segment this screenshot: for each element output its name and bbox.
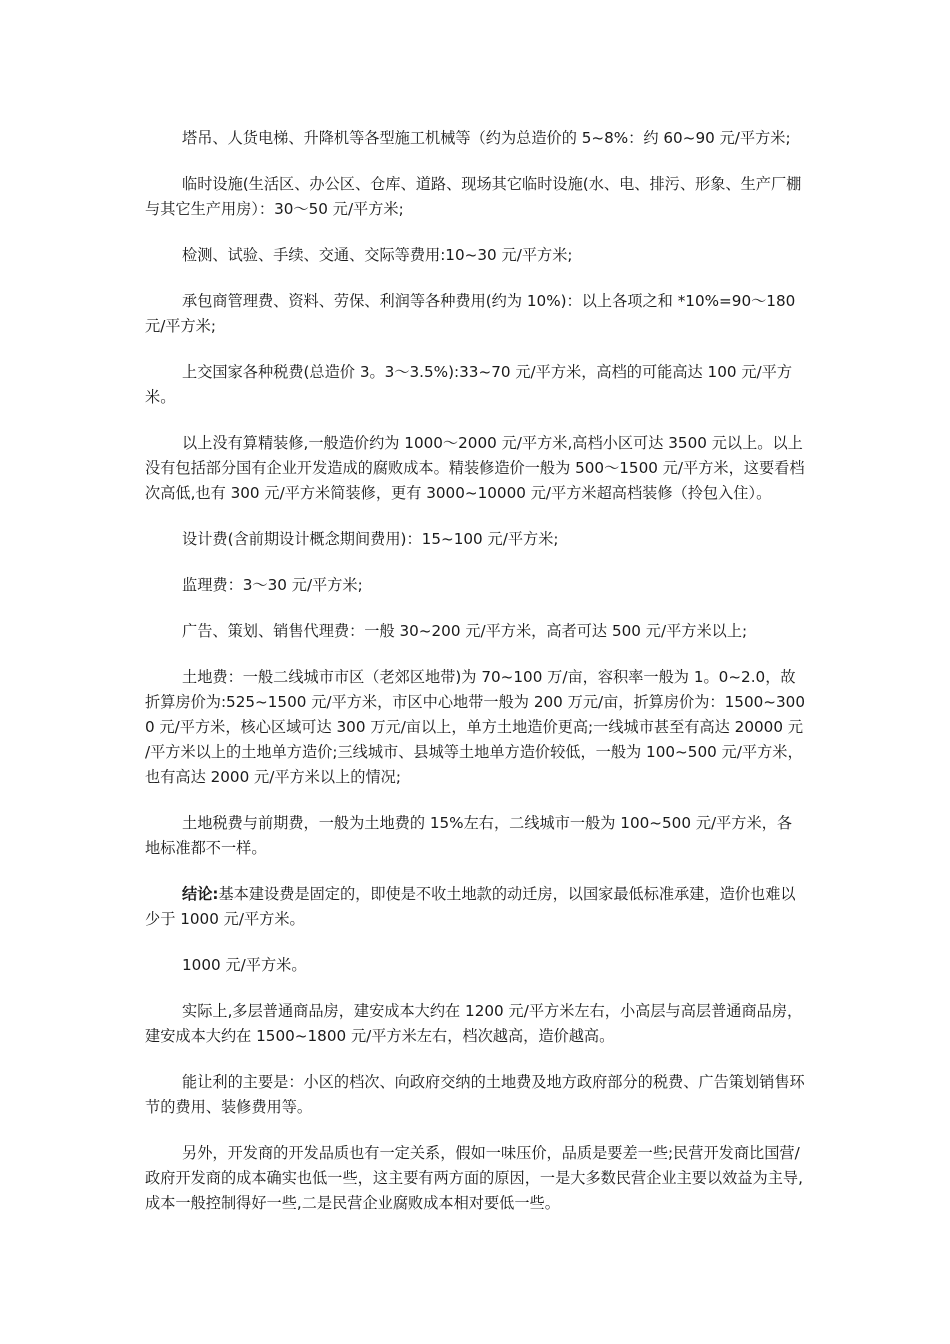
paragraph-land-tax: 土地税费与前期费，一般为土地费的 15%左右，二线城市一般为 100~500 元/平方米，各地标准都不一样。 bbox=[145, 814, 793, 857]
paragraph-minimum-cost: 1000 元/平方米。 bbox=[182, 956, 307, 974]
paragraph-concession-items: 能让利的主要是：小区的档次、向政府交纳的土地费及地方政府部分的税费、广告策划销售环节的费用、装修费用等。 bbox=[145, 1073, 805, 1116]
conclusion-text: 基本建设费是固定的，即使是不收土地款的动迁房，以国家最低标准承建，造价也难以少于 1000 元/平方米。 bbox=[145, 885, 796, 928]
paragraph-advertising-fee: 广告、策划、销售代理费：一般 30~200 元/平方米，高者可达 500 元/平方米以上; bbox=[182, 622, 748, 640]
document-page bbox=[145, 126, 805, 1237]
paragraph-taxes: 上交国家各种税费(总造价 3。3～3.5%):33~70 元/平方米，高档的可能高达 100 元/平方米。 bbox=[145, 363, 793, 406]
paragraph-conclusion bbox=[145, 882, 805, 932]
paragraph-temporary-facilities: 临时设施(生活区、办公区、仓库、道路、现场其它临时设施(水、电、排污、形象、生产厂棚与其它生产用房）：30～50 元/平方米; bbox=[145, 175, 802, 218]
paragraph-contractor-management: 承包商管理费、资料、劳保、利润等各种费用(约为 10%)：以上各项之和 *10%=90～180 元/平方米; bbox=[145, 292, 796, 335]
paragraph-decoration-cost: 以上没有算精装修,一般造价约为 1000～2000 元/平方米,高档小区可达 3500 元以上。以上没有包括部分国有企业开发造成的腐败成本。精装修造价一般为 500～1500 元/平方米，这要看档次高低,也有 300 元/平方米简装修，更有 3000~10000 元/平方米超高档装修（拎包入住）。 bbox=[145, 434, 805, 502]
paragraph-developer-quality: 另外，开发商的开发品质也有一定关系，假如一味压价，品质是要差一些;民营开发商比国营/政府开发商的成本确实也低一些，这主要有两方面的原因，一是大多数民营企业主要以效益为主导,成本一般控制得好一些,二是民营企业腐败成本相对要低一些。 bbox=[145, 1144, 803, 1212]
paragraph-design-fee: 设计费(含前期设计概念期间费用)：15~100 元/平方米; bbox=[182, 530, 559, 548]
paragraph-land-fee: 土地费：一般二线城市市区（老郊区地带)为 70~100 万/亩，容积率一般为 1。0~2.0，故折算房价为:525~1500 元/平方米，市区中心地带一般为 200 万元/亩，折算房价为：1500~3000 元/平方米，核心区域可达 300 万元/亩以上，单方土地造价更高;一线城市甚至有高达 20000 元/平方米以上的土地单方造价;三线城市、县城等土地单方造价较低，一般为 100~500 元/平方米，也有高达 2000 元/平方米以上的情况; bbox=[145, 668, 805, 786]
conclusion-label: 结论: bbox=[182, 885, 219, 903]
paragraph-inspection-fees: 检测、试验、手续、交通、交际等费用:10~30 元/平方米; bbox=[182, 246, 573, 264]
paragraph-supervision-fee: 监理费：3～30 元/平方米; bbox=[182, 576, 363, 594]
paragraph-actual-cost: 实际上,多层普通商品房，建安成本大约在 1200 元/平方米左右，小高层与高层普通商品房，建安成本大约在 1500~1800 元/平方米左右，档次越高，造价越高。 bbox=[145, 1002, 803, 1045]
paragraph-construction-machinery: 塔吊、人货电梯、升降机等各型施工机械等（约为总造价的 5~8%：约 60~90 元/平方米; bbox=[182, 129, 791, 147]
